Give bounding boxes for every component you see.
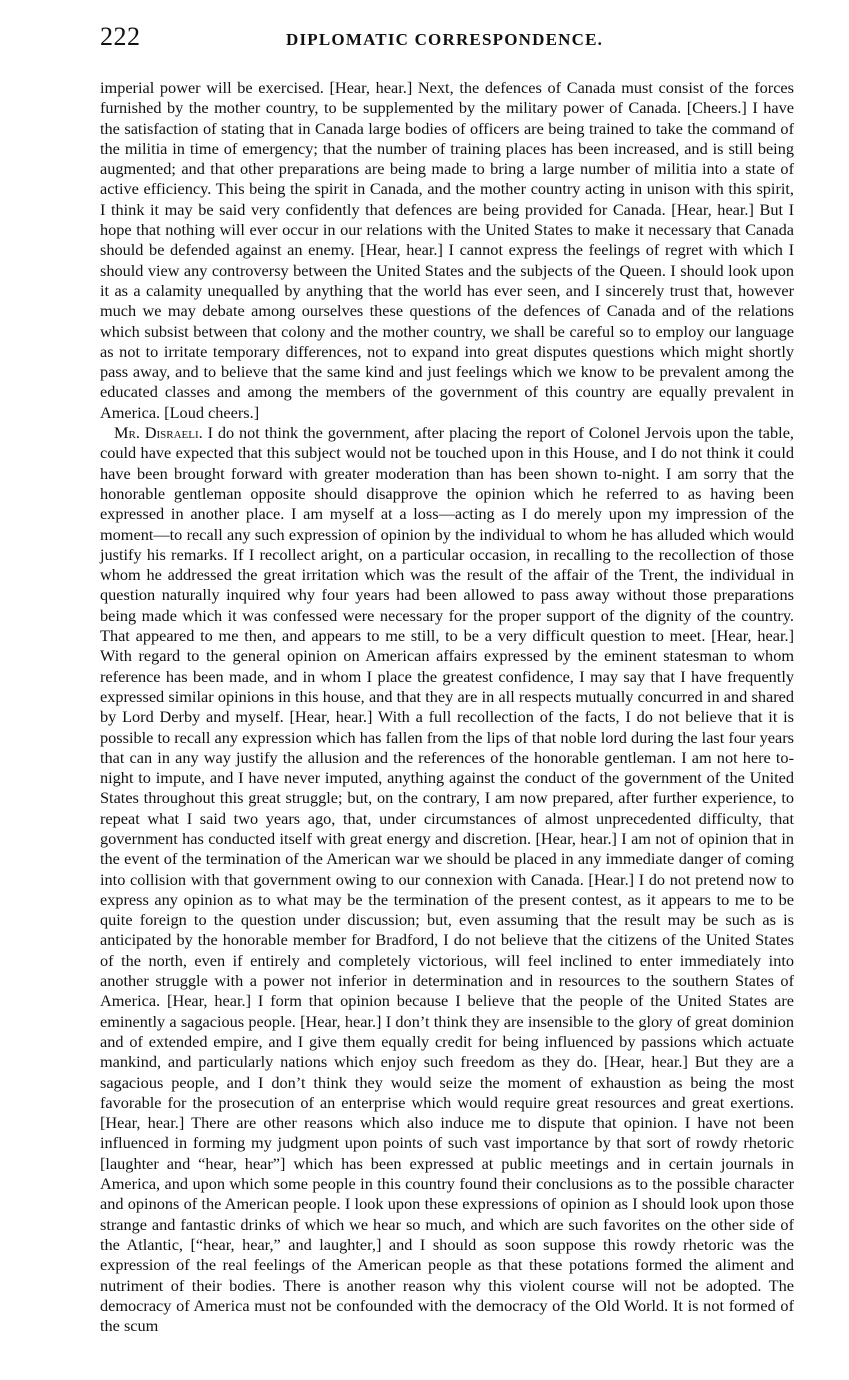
paragraph-disraeli: [100, 423, 794, 1336]
running-title: DIPLOMATIC CORRESPONDENCE.: [286, 30, 604, 49]
paragraph-text: I do not think the government, after placing the report of Colonel Jervois upon the table, could have expected that this subject would not be touched upon in this House, and I do not think it could have been brought forward with greater moderation than has been shown to-night. I am sorry that the honorable gentleman opposite should disapprove the opinion which he referred to as having been expressed in another place. I am myself at a loss—acting as I do merely upon my impression of the moment—to recall any such expression of opinion by the individual to whom he has alluded which would justify his remarks. If I recollect aright, on a particular occasion, in recalling to the recollection of those whom he addressed the great irritation which was the result of the affair of the Trent, the individual in question naturally inquired why four years had been allowed to pass away without those preparations being made which it was confessed were necessary for the proper support of the dignity of the country. That appeared to me then, and appears to me still, to be a very difficult question to meet. [Hear, hear.] With regard to the general opinion on American affairs expressed by the eminent statesman to whom reference has been made, and in whom I place the greatest confidence, I may say that I have frequently expressed similar opinions in this house, and that they are in all respects mutually concurred in and shared by Lord Derby and myself. [Hear, hear.] With a full recollection of the facts, I do not believe that it is possible to recall any expression which has fallen from the lips of that noble lord during the last four years that can in any way justify the allusion and the references of the honorable gentleman. I am not here to-night to impute, and I have never imputed, anything against the conduct of the government of the United States throughout this great struggle; but, on the contrary, I am now prepared, after further experience, to repeat what I said two years ago, that, under circumstances of almost unprecedented difficulty, that government has conducted itself with great energy and discretion. [Hear, hear.] I am not of opinion that in the event of the termination of the American war we should be placed in any immediate danger of coming into collision with that government owing to our connexion with Canada. [Hear.] I do not pretend now to express any opinion as to what may be the termination of the present contest, as it appears to me to be quite foreign to the question under discussion; but, even assuming that the result may be such as is anticipated by the honorable member for Bradford, I do not believe that the citizens of the United States of the north, even if entirely and completely victorious, will feel inclined to enter immediately into another struggle with a power not inferior in determination and in resources to the southern States of America. [Hear, hear.] I form that opinion because I believe that the people of the United States are eminently a sagacious people. [Hear, hear.] I don’t think they are insensible to the glory of great dominion and of extended empire, and I give them equally credit for being influenced by passions which actuate mankind, and particularly nations which enjoy such freedom as they do. [Hear, hear.] But they are a sagacious people, and I don’t think they would seize the moment of exhaustion as being the most favorable for the prosecution of an enterprise which would require great resources and great exertions. [Hear, hear.] There are other reasons which also induce me to dispute that opinion. I have not been influenced in forming my judgment upon points of such vast importance by that sort of rowdy rhetoric [laughter and “hear, hear”] which has been expressed at public meetings and in certain journals in America, and upon which some people in this country found their conclusions as to the possible character and opinons of the American people. I look upon these expressions of opinion as I should look upon those strange and fantastic drinks of which we hear so much, and which are such favorites on the other side of the Atlantic, [“hear, hear,” and laughter,] and I should as soon suppose this rowdy rhetoric was the expression of the real feelings of the American people as that these potations formed the aliment and nutriment of their bodies. There is another reason why this violent course will not be adopted. The democracy of America must not be confounded with the democracy of the Old World. It is not formed of the scum: [100, 423, 794, 1336]
body-text: [100, 78, 794, 1336]
page-number: 222: [100, 22, 141, 51]
paragraph-continuation: [100, 78, 794, 423]
speaker-name: Mr. Disraeli.: [114, 423, 203, 443]
paragraph-text: imperial power will be exercised. [Hear, hear.] Next, the defences of Canada must consist of the forces furnished by the mother country, to be supplemented by the military power of Canada. [Cheers.] I have the satisfaction of stating that in Canada large bodies of officers are being trained to take the command of the militia in time of emergency; that the number of training places has been increased, and is still being augmented; and that other preparations are being made to bring a large number of militia into a state of active efficiency. This being the spirit in Canada, and the mother country acting in unison with this spirit, I think it may be said very confidently that defences are being provided for Canada. [Hear, hear.] But I hope that nothing will ever occur in our relations with the United States to make it necessary that Canada should be defended against an enemy. [Hear, hear.] I cannot express the feelings of regret with which I should view any controversy between the United States and the subjects of the Queen. I should look upon it as a calamity unequalled by anything that the world has ever seen, and I sincerely trust that, however much we may debate among ourselves these questions of the defences of Canada and of the relations which subsist between that colony and the mother country, we shall be careful so to employ our language as not to irritate temporary differences, not to expand into great disputes questions which might shortly pass away, and to believe that the same kind and just feelings which we know to be prevalent among the educated classes and among the members of the government of this country are equally prevalent in America. [Loud cheers.]: [100, 78, 794, 422]
